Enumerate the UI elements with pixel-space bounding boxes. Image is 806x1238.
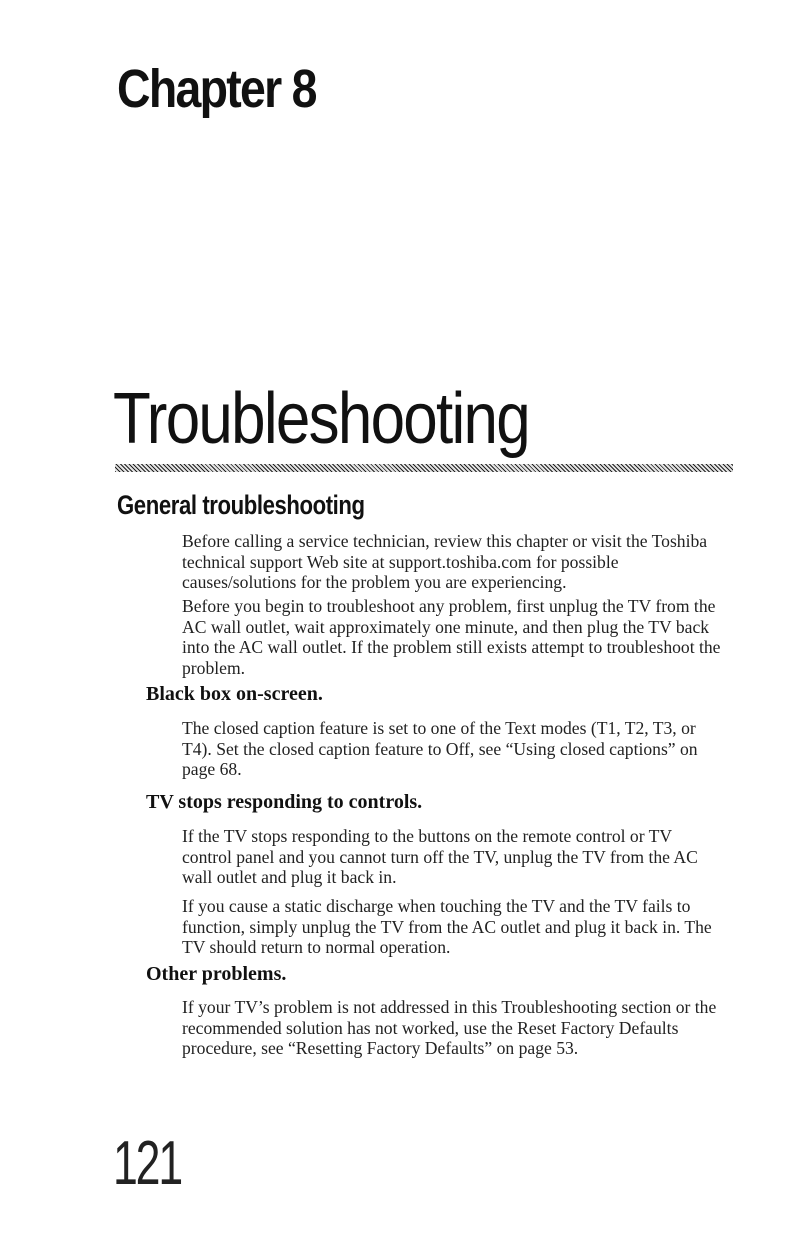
- chapter-label: Chapter 8: [117, 59, 316, 119]
- problem-paragraph: If you cause a static discharge when touching the TV and the TV fails to function, simply unplug the TV from the AC outlet and plug it back in. The TV should return to normal operation.: [182, 896, 712, 957]
- page-number: 121: [113, 1129, 182, 1198]
- intro-paragraph: Before you begin to troubleshoot any problem, first unplug the TV from the AC wall outlet, wait approximately one minute, and then plug the TV back into the AC wall outlet. If the problem still exists attempt to troubleshoot the problem.: [182, 596, 721, 678]
- section-heading: General troubleshooting: [117, 490, 365, 520]
- problem-title: TV stops responding to controls.: [146, 791, 423, 813]
- problem-title: Other problems.: [146, 963, 287, 985]
- problem-paragraph: If your TV’s problem is not addressed in this Troubleshooting section or the recommended solution has not worked, use the Reset Factory Defaults procedure, see “Resetting Factory Defaults” on page 53.: [182, 997, 717, 1058]
- chapter-title: Troubleshooting: [113, 379, 529, 459]
- intro-paragraph: Before calling a service technician, review this chapter or visit the Toshiba technical support Web site at support.toshiba.com for possible causes/solutions for the problem you are experiencing.: [182, 531, 708, 592]
- problem-paragraph: The closed caption feature is set to one of the Text modes (T1, T2, T3, or T4). Set the closed caption feature to Off, see “Using closed captions” on page 68.: [182, 718, 698, 779]
- problem-title: Black box on-screen.: [146, 683, 323, 705]
- title-divider: [115, 464, 733, 472]
- problem-paragraph: If the TV stops responding to the buttons on the remote control or TV control panel and you cannot turn off the TV, unplug the TV from the AC wall outlet and plug it back in.: [182, 826, 698, 887]
